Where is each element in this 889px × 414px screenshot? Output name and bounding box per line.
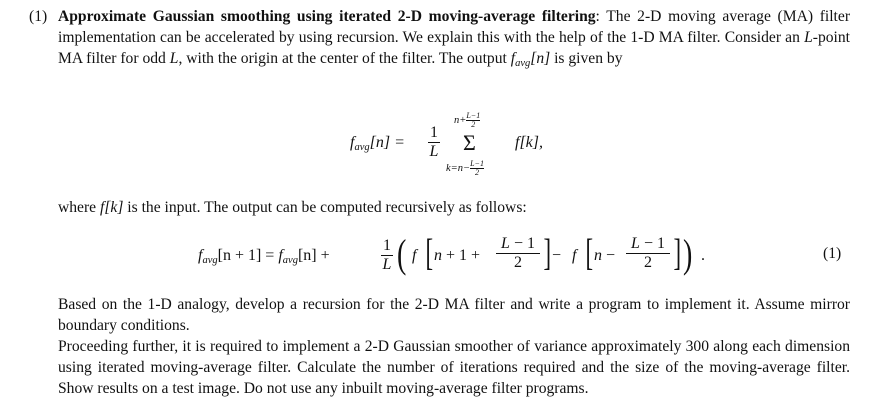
rec-f2: f (572, 247, 577, 264)
rec-frac1-den: L (382, 256, 392, 273)
rec-n-minus: n − (594, 247, 616, 264)
upper-frac (466, 112, 480, 129)
problem-title: Approximate Gaussian smoothing using iterated 2-D moving-average filtering (58, 8, 596, 25)
rec-n-plus: n + 1 + (434, 247, 481, 264)
sum-lhs-rest: [n] = (369, 134, 405, 151)
summation-equation (350, 110, 600, 190)
intro-text-d: is given by (550, 50, 623, 67)
rec-lhs-f: f (198, 247, 203, 264)
sum-rhs: f[k], (515, 134, 543, 151)
rec-close-bracket-2: ] (673, 232, 682, 274)
rec-lhs (198, 247, 330, 265)
lower-prefix: k=n− (446, 162, 471, 174)
where-var-f: f[k] (100, 199, 124, 216)
intro-paragraph (58, 6, 850, 71)
rec-period: . (701, 247, 705, 264)
rec-frac2-den: 2 (514, 254, 522, 271)
problem-number: (1) (29, 8, 48, 25)
rec-mid-rest: [n] + (297, 247, 330, 264)
rec-minus: − (552, 247, 562, 264)
rec-frac3-den: 2 (644, 254, 652, 271)
lower-frac (470, 160, 484, 177)
intro-var-f: f (510, 50, 516, 67)
sum-frac-num: 1 (430, 124, 438, 141)
intro-var-L2: L (169, 50, 179, 67)
rec-open-bracket-1: [ (425, 232, 434, 274)
intro-text-b: -point MA filter for odd (58, 29, 850, 67)
task-paragraph (58, 294, 850, 399)
intro-text-a: : The 2-D moving average (MA) filter implementation can be accelerated by using recursion. We explain this with the help of the 1-D MA filter. Consider an (58, 8, 851, 46)
rec-open-paren: ( (396, 231, 407, 276)
sum-lhs-sub: avg (354, 142, 370, 153)
sum-fraction (428, 125, 440, 160)
upper-prefix: n+ (454, 114, 467, 126)
upper-frac-num: L−1 (466, 111, 481, 120)
where-text-a: where (58, 199, 100, 216)
rec-frac1-num: 1 (383, 237, 391, 254)
lower-frac-num: L−1 (470, 159, 484, 168)
rec-close-bracket-1: ] (543, 232, 552, 274)
sigma-symbol: Σ (463, 130, 476, 155)
intro-var-L1: L (804, 29, 813, 46)
rec-mid-sub: avg (282, 255, 298, 266)
rec-open-bracket-2: [ (585, 232, 594, 274)
upper-frac-den: 2 (471, 120, 476, 129)
rec-close-paren: ) (682, 231, 693, 276)
rec-frac3-num: L − 1 (631, 235, 665, 252)
task-text-1: Based on the 1-D analogy, develop a recursion for the 2-D MA filter and write a program to implement it. Assume mirror boundary conditions. (58, 296, 850, 334)
recursion-equation (198, 228, 718, 284)
rec-frac2-num: L − 1 (501, 235, 535, 252)
intro-text-c: , with the origin at the center of the filter. The output (178, 50, 511, 67)
rec-fraction-2 (496, 236, 540, 271)
rec-lhs-rest: [n + 1] = (217, 247, 279, 264)
lower-frac-den: 2 (475, 168, 480, 177)
rec-f1: f (412, 247, 417, 264)
rec-lhs-sub: avg (202, 255, 218, 266)
sum-lower-limit (446, 160, 484, 177)
intro-sub-avg: avg (515, 58, 531, 69)
task-text-2: Proceeding further, it is required to implement a 2-D Gaussian smoother of variance approximately 300 along each dimension using iterated moving-average filter. Calculate the number of iterations required and the size of the moving-average filter. Show results on a test image. Do not use any inbuilt moving-average filter programs. (58, 338, 850, 397)
rec-mid-f: f (278, 247, 283, 264)
where-paragraph (58, 197, 850, 218)
sum-lhs (350, 134, 405, 152)
equation-number: (1) (823, 245, 842, 262)
rec-fraction-3 (626, 236, 670, 271)
rec-fraction-1 (381, 238, 393, 273)
sum-frac-den: L (429, 143, 439, 160)
intro-var-n: [n] (530, 50, 551, 67)
sum-lhs-f: f (350, 134, 355, 151)
sum-upper-limit (454, 112, 480, 129)
where-text-b: is the input. The output can be computed recursively as follows: (123, 199, 527, 216)
